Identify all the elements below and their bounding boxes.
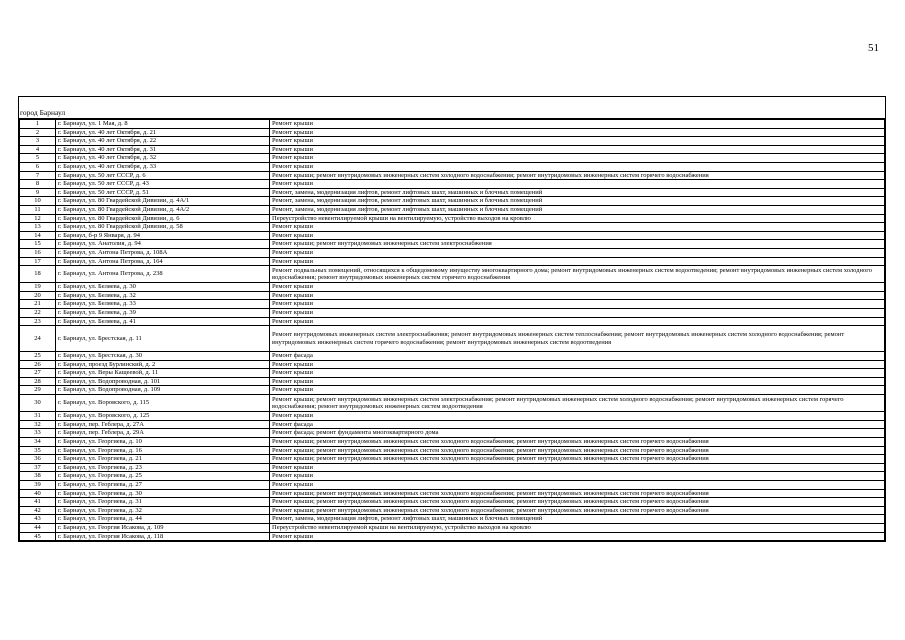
table-row (20, 120, 885, 129)
row-work-type: Ремонт крыши (270, 283, 885, 292)
row-address: г. Барнаул, ул. Георгия Исакова, д. 118 (56, 532, 270, 541)
row-address: г. Барнаул, б-р 9 Января, д. 94 (56, 231, 270, 240)
table-row (20, 309, 885, 318)
row-work-type: Ремонт крыши (270, 128, 885, 137)
table-row (20, 162, 885, 171)
page-number: 51 (868, 42, 879, 54)
row-number: 5 (20, 154, 56, 163)
table-row (20, 188, 885, 197)
table-row (20, 437, 885, 446)
row-number: 22 (20, 309, 56, 318)
table-row (20, 523, 885, 532)
row-number: 1 (20, 120, 56, 129)
document-table-block (18, 96, 886, 542)
row-work-type: Ремонт, замена, модернизация лифтов, ремонт лифтовых шахт, машинных и блочных помещений (270, 205, 885, 214)
row-work-type: Ремонт крыши (270, 180, 885, 189)
row-address: г. Барнаул, ул. 40 лет Октября, д. 21 (56, 128, 270, 137)
table-row (20, 223, 885, 232)
row-number: 37 (20, 463, 56, 472)
row-address: г. Барнаул, ул. 80 Гвардейской Дивизии, д. 6 (56, 214, 270, 223)
row-work-type: Ремонт крыши; ремонт внутридомовых инженерных систем холодного водоснабжения; ремонт внутридомовых инженерных систем горячего водоснабжения (270, 446, 885, 455)
row-work-type: Ремонт крыши (270, 162, 885, 171)
row-address: г. Барнаул, ул. Георгиева, д. 16 (56, 446, 270, 455)
row-address: г. Барнаул, ул. Георгиева, д. 25 (56, 472, 270, 481)
row-work-type: Ремонт крыши; ремонт внутридомовых инженерных систем электроснабжения; ремонт внутридомовых инженерных систем холодного водоснабжения; ремонт внутридомовых инженерных систем горячего водоснабжения; ремонт внутридомовых инженерных систем водоотведения (270, 395, 885, 412)
row-number: 10 (20, 197, 56, 206)
row-number: 32 (20, 420, 56, 429)
table-row (20, 480, 885, 489)
row-address: г. Барнаул, ул. 40 лет Октября, д. 32 (56, 154, 270, 163)
row-number: 7 (20, 171, 56, 180)
table-row (20, 429, 885, 438)
row-number: 18 (20, 266, 56, 283)
row-number: 24 (20, 326, 56, 352)
table-row (20, 498, 885, 507)
row-work-type: Ремонт крыши (270, 480, 885, 489)
row-work-type: Ремонт крыши (270, 532, 885, 541)
table-row (20, 463, 885, 472)
row-address: г. Барнаул, ул. 50 лет СССР, д. 6 (56, 171, 270, 180)
table-row (20, 240, 885, 249)
row-work-type: Ремонт фасада (270, 420, 885, 429)
table-row (20, 248, 885, 257)
row-work-type: Ремонт крыши (270, 248, 885, 257)
row-address: г. Барнаул, пер. Геблера, д. 27А (56, 420, 270, 429)
row-address: г. Барнаул, ул. Беляева, д. 33 (56, 300, 270, 309)
table-row (20, 205, 885, 214)
row-number: 9 (20, 188, 56, 197)
row-address: г. Барнаул, ул. Антона Петрова, д. 108А (56, 248, 270, 257)
row-number: 25 (20, 352, 56, 361)
table-row (20, 180, 885, 189)
table-row (20, 369, 885, 378)
row-number: 39 (20, 480, 56, 489)
row-work-type: Ремонт крыши (270, 412, 885, 421)
row-address: г. Барнаул, ул. 80 Гвардейской Дивизии, д. 4А/2 (56, 205, 270, 214)
row-address: г. Барнаул, ул. Водопроводная, д. 109 (56, 386, 270, 395)
row-number: 33 (20, 429, 56, 438)
row-address: г. Барнаул, проезд Бурлинский, д. 2 (56, 360, 270, 369)
table-row (20, 128, 885, 137)
row-number: 35 (20, 446, 56, 455)
row-address: г. Барнаул, ул. Георгиева, д. 32 (56, 506, 270, 515)
row-number: 16 (20, 248, 56, 257)
row-address: г. Барнаул, ул. Георгиева, д. 23 (56, 463, 270, 472)
table-row (20, 455, 885, 464)
row-work-type: Ремонт крыши (270, 223, 885, 232)
row-address: г. Барнаул, ул. 40 лет Октября, д. 31 (56, 145, 270, 154)
table-row (20, 317, 885, 326)
row-address: г. Барнаул, ул. Водопроводная, д. 101 (56, 377, 270, 386)
table-row (20, 446, 885, 455)
row-address: г. Барнаул, ул. Георгия Исакова, д. 109 (56, 523, 270, 532)
row-number: 15 (20, 240, 56, 249)
row-address: г. Барнаул, ул. Георгиева, д. 31 (56, 498, 270, 507)
table-row (20, 326, 885, 352)
row-address: г. Барнаул, ул. Воровского, д. 125 (56, 412, 270, 421)
row-number: 20 (20, 291, 56, 300)
row-work-type: Ремонт фасада; ремонт фундамента многоквартирного дома (270, 429, 885, 438)
row-work-type: Ремонт крыши; ремонт внутридомовых инженерных систем холодного водоснабжения; ремонт внутридомовых инженерных систем горячего водоснабжения (270, 171, 885, 180)
row-address: г. Барнаул, ул. Георгиева, д. 10 (56, 437, 270, 446)
row-number: 27 (20, 369, 56, 378)
table-row (20, 377, 885, 386)
row-address: г. Барнаул, ул. Антона Петрова, д. 164 (56, 257, 270, 266)
row-address: г. Барнаул, ул. Беляева, д. 39 (56, 309, 270, 318)
row-address: г. Барнаул, ул. 50 лет СССР, д. 51 (56, 188, 270, 197)
row-address: г. Барнаул, ул. 80 Гвардейской Дивизии, д. 4А/1 (56, 197, 270, 206)
row-work-type: Ремонт крыши (270, 120, 885, 129)
row-number: 29 (20, 386, 56, 395)
row-number: 6 (20, 162, 56, 171)
row-number: 13 (20, 223, 56, 232)
table-row (20, 352, 885, 361)
row-address: г. Барнаул, пер. Геблера, д. 29А (56, 429, 270, 438)
row-work-type: Ремонт крыши (270, 386, 885, 395)
row-work-type: Ремонт, замена, модернизация лифтов, ремонт лифтовых шахт, машинных и блочных помещений (270, 188, 885, 197)
row-work-type: Ремонт крыши; ремонт внутридомовых инженерных систем холодного водоснабжения; ремонт внутридомовых инженерных систем горячего водоснабжения (270, 455, 885, 464)
table-row (20, 386, 885, 395)
table-row (20, 506, 885, 515)
table-row (20, 532, 885, 541)
row-address: г. Барнаул, ул. Беляева, д. 32 (56, 291, 270, 300)
table-row (20, 472, 885, 481)
table-row (20, 214, 885, 223)
table-row (20, 266, 885, 283)
row-address: г. Барнаул, ул. Брестская, д. 30 (56, 352, 270, 361)
row-work-type: Ремонт крыши (270, 463, 885, 472)
row-address: г. Барнаул, ул. Георгиева, д. 21 (56, 455, 270, 464)
row-address: г. Барнаул, ул. 50 лет СССР, д. 43 (56, 180, 270, 189)
row-address: г. Барнаул, ул. Беляева, д. 41 (56, 317, 270, 326)
table-row (20, 231, 885, 240)
row-address: г. Барнаул, ул. Георгиева, д. 44 (56, 515, 270, 524)
row-work-type: Ремонт крыши; ремонт внутридомовых инженерных систем холодного водоснабжения; ремонт внутридомовых инженерных систем горячего водоснабжения (270, 437, 885, 446)
row-number: 34 (20, 437, 56, 446)
table-row (20, 420, 885, 429)
row-work-type: Ремонт подвальных помещений, относящихся к общедомовому имуществу многоквартирного дома; ремонт внутридомовых инженерных систем водоотведения; ремонт внутридомовых инженерных систем холодного водоснабжения; ремонт внутридомовых инженерных систем горячего водоснабжения (270, 266, 885, 283)
row-address: г. Барнаул, ул. 80 Гвардейской Дивизии, д. 58 (56, 223, 270, 232)
row-number: 2 (20, 128, 56, 137)
row-work-type: Ремонт крыши (270, 154, 885, 163)
row-number: 31 (20, 412, 56, 421)
row-work-type: Ремонт крыши (270, 309, 885, 318)
row-number: 8 (20, 180, 56, 189)
row-number: 36 (20, 455, 56, 464)
row-address: г. Барнаул, ул. 40 лет Октября, д. 22 (56, 137, 270, 146)
table-row (20, 395, 885, 412)
table-body (20, 120, 885, 541)
table-row (20, 515, 885, 524)
row-number: 4 (20, 145, 56, 154)
row-address: г. Барнаул, ул. Анатолия, д. 94 (56, 240, 270, 249)
table-row (20, 257, 885, 266)
row-address: г. Барнаул, ул. 1 Мая, д. 8 (56, 120, 270, 129)
row-address: г. Барнаул, ул. Брестская, д. 11 (56, 326, 270, 352)
row-work-type: Ремонт крыши (270, 369, 885, 378)
table-row (20, 154, 885, 163)
row-work-type: Ремонт крыши (270, 377, 885, 386)
row-address: г. Барнаул, ул. Воровского, д. 115 (56, 395, 270, 412)
row-work-type: Ремонт внутридомовых инженерных систем электроснабжения; ремонт внутридомовых инженерных систем теплоснабжения; ремонт внутридомовых инженерных систем холодного водоснабжения; ремонт внутридомовых инженерных систем горячего водоснабжения; ремонт внутридомовых инженерных систем водоотведения (270, 326, 885, 352)
table-row (20, 283, 885, 292)
row-address: г. Барнаул, ул. Антона Петрова, д. 238 (56, 266, 270, 283)
table-row (20, 137, 885, 146)
row-address: г. Барнаул, ул. 40 лет Октября, д. 33 (56, 162, 270, 171)
row-work-type: Ремонт фасада (270, 352, 885, 361)
row-number: 11 (20, 205, 56, 214)
row-work-type: Переустройство невентилируемой крыши на вентилируемую, устройство выходов на кровлю (270, 523, 885, 532)
row-number: 23 (20, 317, 56, 326)
table-row (20, 360, 885, 369)
row-number: 45 (20, 532, 56, 541)
row-number: 40 (20, 489, 56, 498)
row-number: 21 (20, 300, 56, 309)
row-number: 14 (20, 231, 56, 240)
row-work-type: Ремонт крыши; ремонт внутридомовых инженерных систем холодного водоснабжения; ремонт внутридомовых инженерных систем горячего водоснабжения (270, 489, 885, 498)
row-work-type: Ремонт крыши; ремонт внутридомовых инженерных систем электроснабжения (270, 240, 885, 249)
row-work-type: Ремонт крыши (270, 360, 885, 369)
row-work-type: Ремонт крыши (270, 300, 885, 309)
row-work-type: Ремонт крыши (270, 317, 885, 326)
repair-table (19, 119, 885, 541)
row-number: 17 (20, 257, 56, 266)
row-number: 19 (20, 283, 56, 292)
table-row (20, 412, 885, 421)
row-work-type: Ремонт крыши (270, 257, 885, 266)
row-number: 41 (20, 498, 56, 507)
row-number: 28 (20, 377, 56, 386)
row-work-type: Переустройство невентилируемой крыши на вентилируемую, устройство выходов на кровлю (270, 214, 885, 223)
table-row (20, 300, 885, 309)
row-address: г. Барнаул, ул. Беляева, д. 30 (56, 283, 270, 292)
row-work-type: Ремонт крыши; ремонт внутридомовых инженерных систем холодного водоснабжения; ремонт внутридомовых инженерных систем горячего водоснабжения (270, 498, 885, 507)
row-number: 3 (20, 137, 56, 146)
row-work-type: Ремонт, замена, модернизация лифтов, ремонт лифтовых шахт, машинных и блочных помещений (270, 515, 885, 524)
row-number: 44 (20, 523, 56, 532)
row-number: 12 (20, 214, 56, 223)
row-number: 42 (20, 506, 56, 515)
row-work-type: Ремонт крыши (270, 231, 885, 240)
row-number: 43 (20, 515, 56, 524)
row-work-type: Ремонт крыши (270, 145, 885, 154)
row-address: г. Барнаул, ул. Георгиева, д. 27 (56, 480, 270, 489)
row-address: г. Барнаул, ул. Веры Кащеевой, д. 11 (56, 369, 270, 378)
row-number: 38 (20, 472, 56, 481)
table-row (20, 197, 885, 206)
row-work-type: Ремонт, замена, модернизация лифтов, ремонт лифтовых шахт, машинных и блочных помещений (270, 197, 885, 206)
row-work-type: Ремонт крыши (270, 291, 885, 300)
table-row (20, 489, 885, 498)
row-number: 26 (20, 360, 56, 369)
row-work-type: Ремонт крыши (270, 137, 885, 146)
table-row (20, 291, 885, 300)
row-work-type: Ремонт крыши (270, 472, 885, 481)
table-row (20, 171, 885, 180)
table-caption: город Барнаул (19, 107, 885, 119)
row-address: г. Барнаул, ул. Георгиева, д. 30 (56, 489, 270, 498)
table-row (20, 145, 885, 154)
row-number: 30 (20, 395, 56, 412)
row-work-type: Ремонт крыши; ремонт внутридомовых инженерных систем холодного водоснабжения; ремонт внутридомовых инженерных систем горячего водоснабжения (270, 506, 885, 515)
